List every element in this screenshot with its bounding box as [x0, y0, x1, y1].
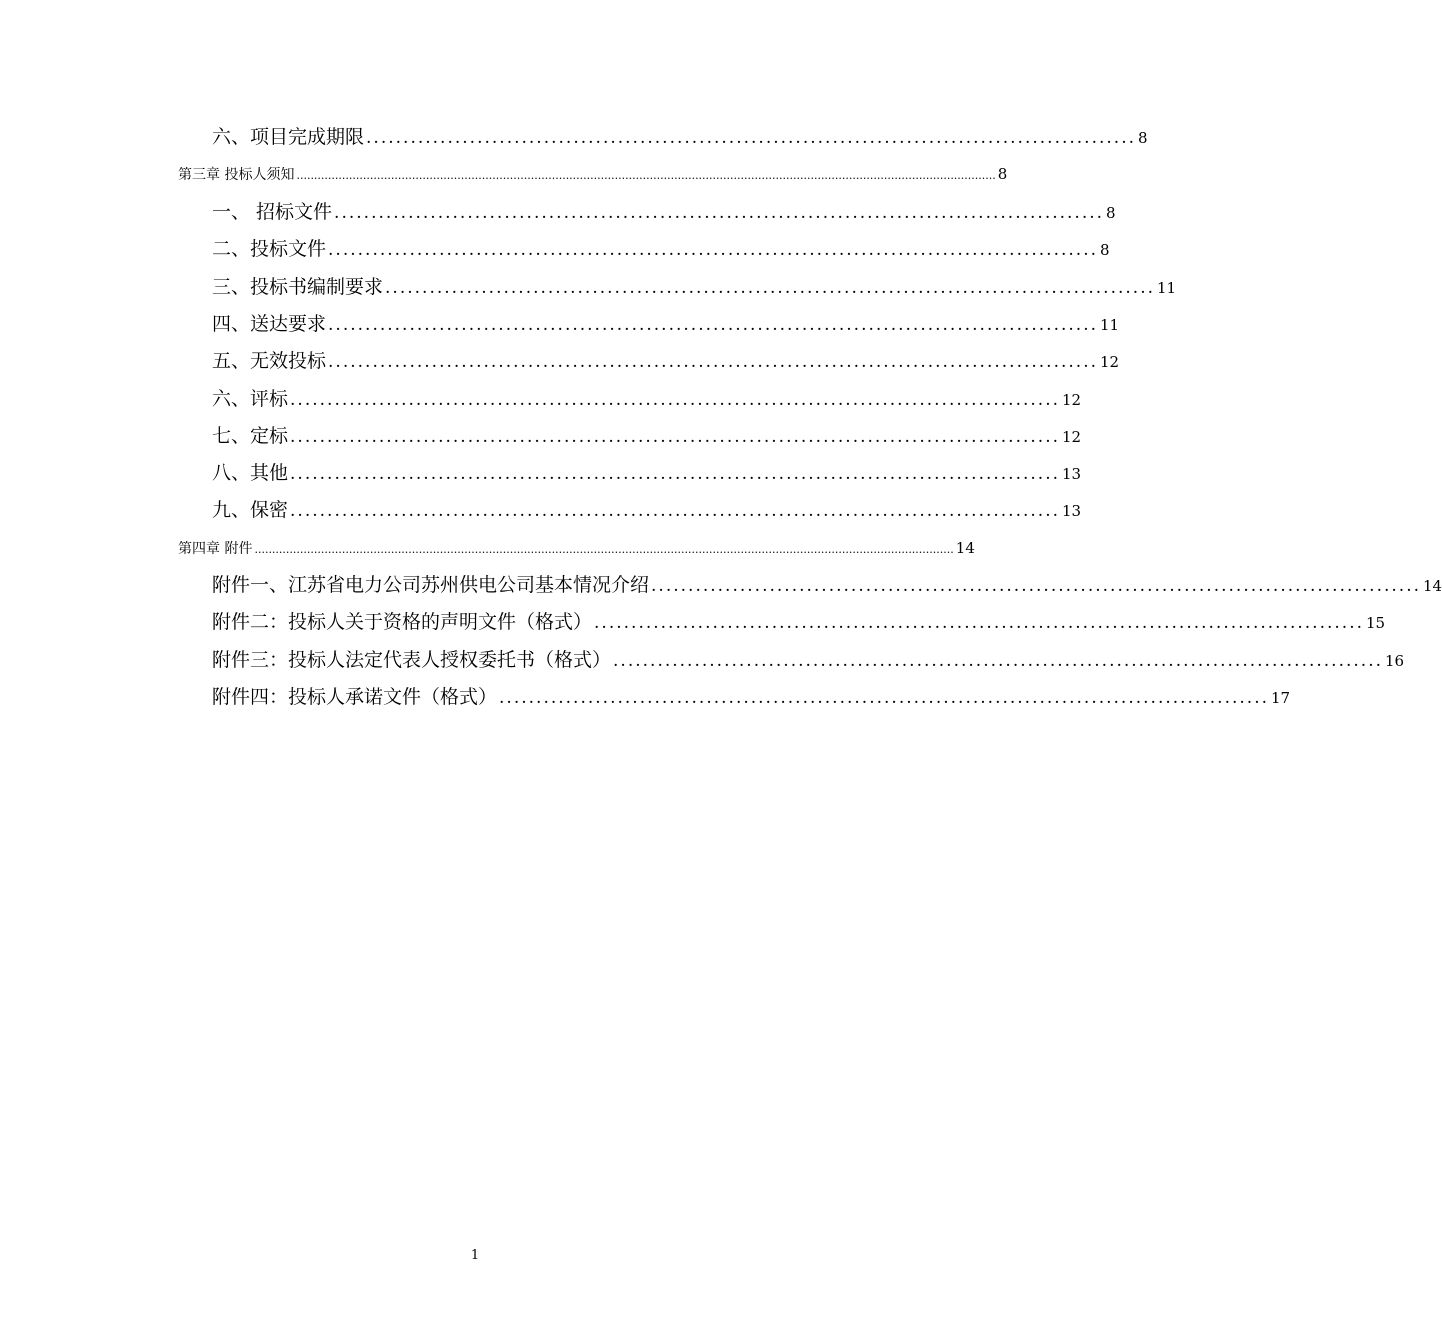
toc-leader-dots: ........................................................................................................................................................................................................	[296, 169, 996, 182]
toc-entry-title: 七、定标	[212, 425, 289, 447]
toc-entry-page: 8	[997, 165, 1008, 183]
toc-entry-title: 九、保密	[212, 499, 289, 521]
toc-entry[interactable]	[212, 236, 1110, 262]
toc-entry[interactable]	[212, 684, 1291, 710]
toc-leader-dots: ........................................................................................................	[651, 576, 1422, 596]
toc-entry-page: 17	[1271, 689, 1291, 707]
toc-entry-title: 六、评标	[212, 388, 289, 410]
toc-entry[interactable]	[212, 199, 1116, 225]
toc-entry-title: 二、投标文件	[212, 238, 327, 260]
toc-entry-page: 13	[1062, 465, 1082, 483]
toc-leader-dots: ........................................................................................................	[366, 128, 1137, 148]
toc-entry-title: 第四章 附件	[178, 541, 253, 557]
toc-entry-title: 第三章 投标人须知	[178, 167, 295, 183]
page-number: 1	[470, 1248, 480, 1263]
toc-chapter-entry[interactable]	[178, 538, 975, 558]
toc-leader-dots: ........................................................................................................................................................................................................	[254, 543, 954, 556]
toc-entry-page: 14	[1423, 577, 1442, 595]
toc-chapter-entry[interactable]	[178, 164, 1008, 184]
toc-entry[interactable]	[212, 572, 1442, 598]
toc-entry-page: 11	[1157, 279, 1177, 297]
toc-entry-page: 8	[1106, 204, 1116, 222]
toc-leader-dots: ........................................................................................................	[594, 613, 1365, 633]
toc-entry[interactable]	[212, 423, 1082, 449]
toc-entry-title: 一、 招标文件	[212, 201, 333, 223]
toc-entry[interactable]	[212, 124, 1148, 150]
toc-entry[interactable]	[212, 311, 1120, 337]
toc-entry[interactable]	[212, 386, 1082, 412]
toc-entry-title: 三、投标书编制要求	[212, 276, 384, 298]
toc-leader-dots: ........................................................................................................	[290, 427, 1061, 447]
toc-entry[interactable]	[212, 274, 1177, 300]
toc-entry-title: 八、其他	[212, 462, 289, 484]
toc-entry-title: 附件三：投标人法定代表人授权委托书（格式）	[212, 649, 612, 671]
toc-entry-title: 附件四：投标人承诺文件（格式）	[212, 686, 498, 708]
toc-entry[interactable]	[212, 647, 1405, 673]
toc-leader-dots: ........................................................................................................	[328, 240, 1099, 260]
toc-leader-dots: ........................................................................................................	[334, 203, 1105, 223]
toc-entry-title: 附件二：投标人关于资格的声明文件（格式）	[212, 611, 593, 633]
toc-entry-page: 12	[1100, 353, 1120, 371]
toc-entry-page: 12	[1062, 428, 1082, 446]
toc-entry-page: 12	[1062, 391, 1082, 409]
toc-entry[interactable]	[212, 348, 1120, 374]
toc-leader-dots: ........................................................................................................	[290, 501, 1061, 521]
toc-leader-dots: ........................................................................................................	[328, 315, 1099, 335]
toc-leader-dots: ........................................................................................................	[290, 390, 1061, 410]
toc-entry-title: 六、项目完成期限	[212, 126, 365, 148]
toc-entry-page: 8	[1100, 241, 1110, 259]
toc-entry[interactable]	[212, 609, 1386, 635]
toc-leader-dots: ........................................................................................................	[385, 278, 1156, 298]
toc-entry-title: 四、送达要求	[212, 313, 327, 335]
toc-entry-page: 14	[955, 539, 975, 557]
toc-entry-page: 8	[1138, 129, 1148, 147]
toc-entry-title: 五、无效投标	[212, 350, 327, 372]
toc-leader-dots: ........................................................................................................	[328, 352, 1099, 372]
toc-entry-page: 13	[1062, 502, 1082, 520]
toc-entry-page: 11	[1100, 316, 1120, 334]
toc-entry-page: 16	[1385, 652, 1405, 670]
toc-entry[interactable]	[212, 497, 1082, 523]
toc-entry-title: 附件一、江苏省电力公司苏州供电公司基本情况介绍	[212, 574, 650, 596]
toc-leader-dots: ........................................................................................................	[290, 464, 1061, 484]
toc-leader-dots: ........................................................................................................	[499, 688, 1270, 708]
toc-entry[interactable]	[212, 460, 1082, 486]
toc-leader-dots: ........................................................................................................	[613, 651, 1384, 671]
toc-entry-page: 15	[1366, 614, 1386, 632]
